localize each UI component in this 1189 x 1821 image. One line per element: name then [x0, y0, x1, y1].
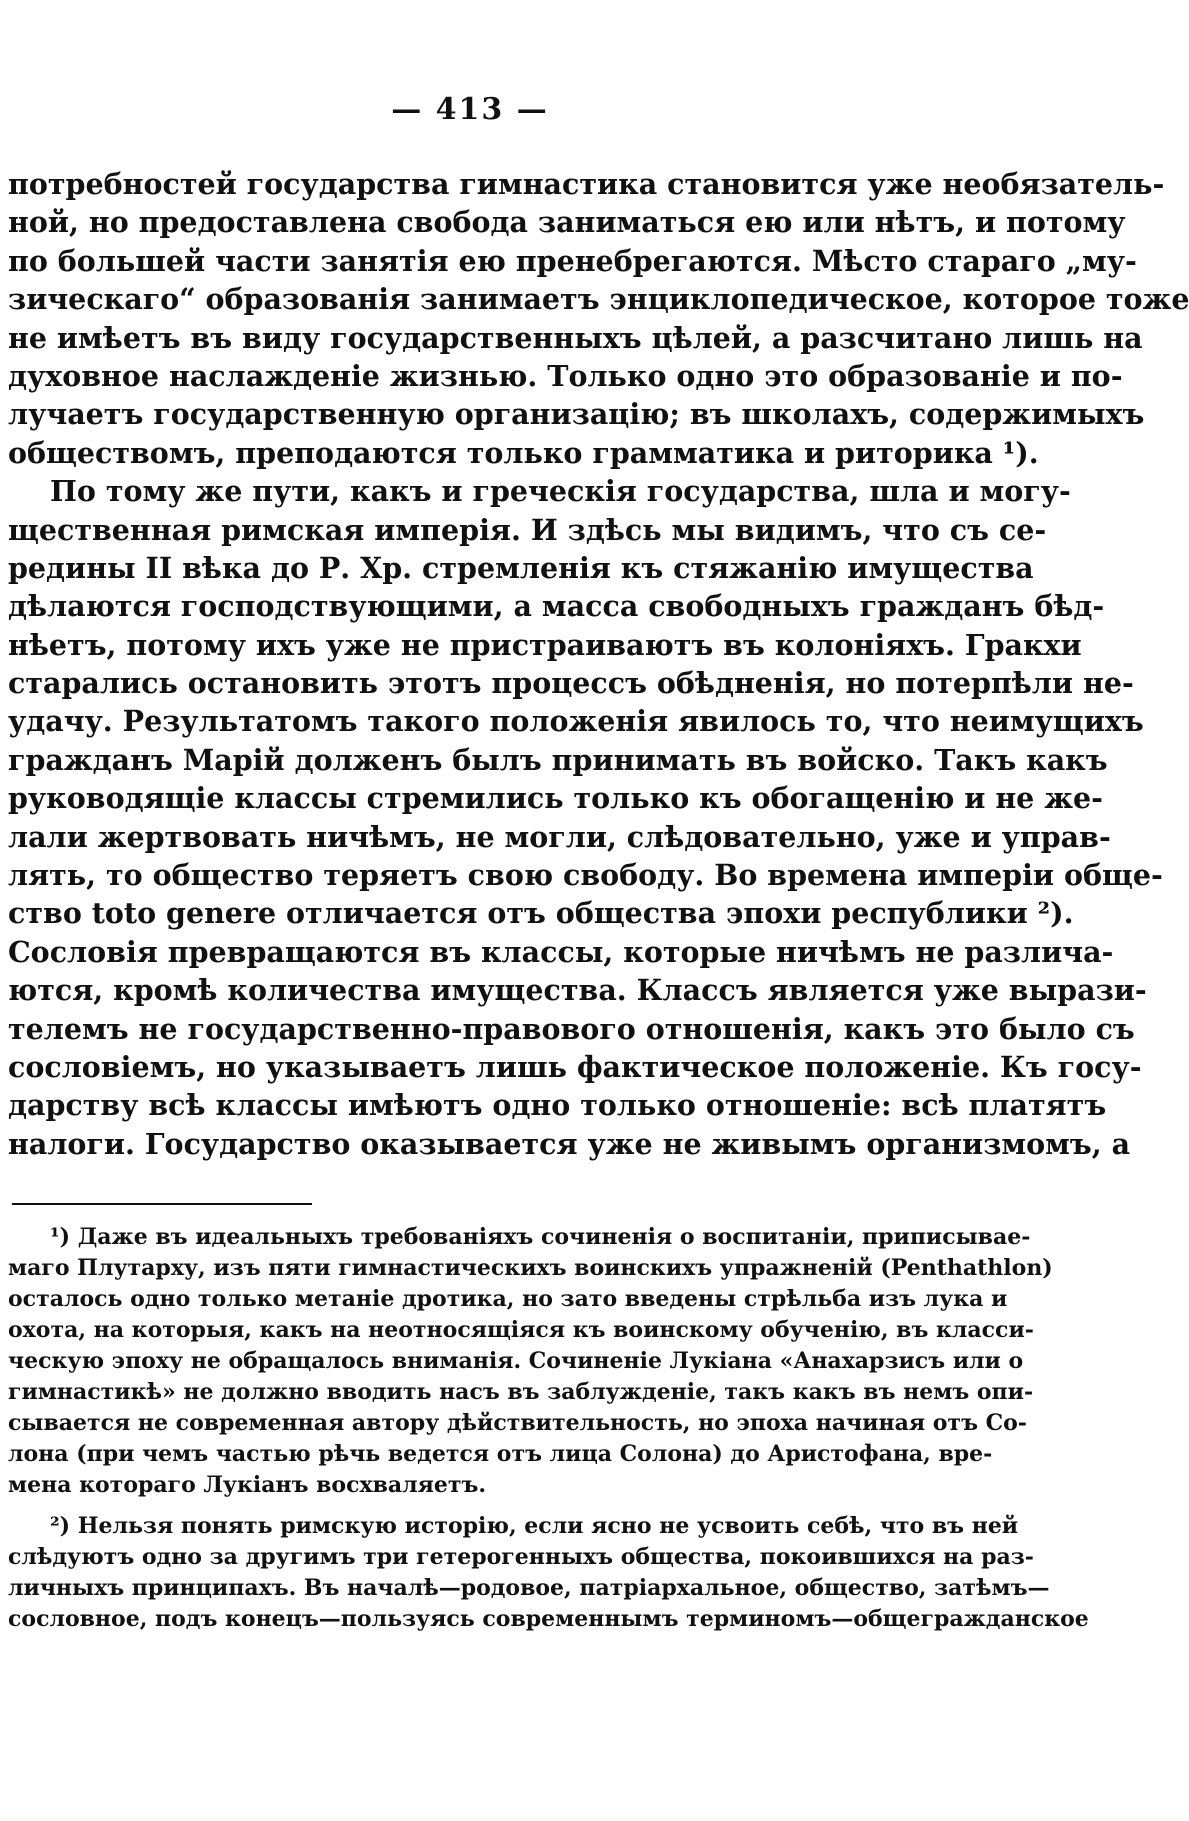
footnote-line: ческую эпоху не обращалось вниманія. Сочиненіе Лукіана «Анахарзисъ или о	[8, 1348, 1024, 1374]
text-line: гражданъ Марій долженъ былъ принимать въ войско. Такъ какъ	[8, 742, 1108, 777]
footnote-line: мена котораго Лукіанъ восхваляетъ.	[8, 1472, 487, 1498]
footnote-line: личныхъ принципахъ. Въ началѣ—родовое, патріархальное, общество, затѣмъ—	[8, 1575, 1050, 1601]
text-line: ются, кромѣ количества имущества. Классъ является уже вырази-	[8, 973, 1147, 1008]
text-line: духовное наслажденіе жизнью. Только одно это образованіе и по-	[8, 358, 1123, 393]
text-line: старались остановить этотъ процессъ обѣдненія, но потерпѣли не-	[8, 666, 1134, 701]
main-text	[8, 165, 1189, 1163]
text-line: дарству всѣ классы имѣютъ одно только отношеніе: всѣ платятъ	[8, 1088, 1107, 1123]
footnote-line: слѣдуютъ одно за другимъ три гетерогенныхъ общества, покоившихся на раз-	[8, 1544, 1034, 1570]
footnote-line: осталось одно только метаніе дротика, но зато введены стрѣльба изъ лука и	[8, 1286, 1008, 1312]
text-line: налоги. Государство оказывается уже не живымъ организмомъ, а	[8, 1126, 1131, 1161]
footnotes	[8, 1222, 1089, 1635]
text-line: по большей части занятія ею пренебрегаются. Мѣсто стараго „му-	[8, 243, 1137, 278]
text-line: редины II вѣка до Р. Хр. стремленія къ стяжанію имущества	[8, 550, 1034, 585]
text-line: ной, но предоставлена свобода заниматься ею или нѣтъ, и потому	[8, 205, 1126, 240]
text-line: телемъ не государственно-правового отношенія, какъ это было съ	[8, 1011, 1135, 1046]
text-line: щественная римская имперія. И здѣсь мы видимъ, что съ се-	[8, 512, 1047, 547]
page-number: — 413 —	[391, 92, 549, 127]
text-line: зическаго“ образованія занимаетъ энциклопедическое, которое тоже	[8, 282, 1189, 317]
footnote-line: гимнастикѣ» не должно вводить насъ въ заблужденіе, такъ какъ въ немъ опи-	[8, 1379, 1034, 1405]
footnote-line: сословное, подъ конецъ—пользуясь современнымъ терминомъ—общегражданское	[8, 1606, 1089, 1632]
text-line: лять, то общество теряетъ свою свободу. Во времена имперіи обще-	[8, 858, 1163, 893]
text-line: лали жертвовать ничѣмъ, не могли, слѣдовательно, уже и управ-	[8, 819, 1111, 854]
text-line: сословіемъ, но указываетъ лишь фактическое положеніе. Къ госу-	[8, 1049, 1142, 1084]
footnote-line: лона (при чемъ частью рѣчь ведется отъ лица Солона) до Аристофана, вре-	[8, 1441, 993, 1467]
text-line: не имѣетъ въ виду государственныхъ цѣлей, а разсчитано лишь на	[8, 320, 1143, 355]
footnote-line: сывается не современная автору дѣйствительность, но эпоха начиная отъ Со-	[8, 1410, 1027, 1436]
footnote-divider	[12, 1203, 312, 1205]
text-line: ство toto genere отличается отъ общества эпохи республики ²).	[8, 896, 1074, 931]
text-line: дѣлаются господствующими, а масса свободныхъ гражданъ бѣд-	[8, 589, 1105, 624]
text-line: Сословія превращаются въ классы, которые ничѣмъ не различа-	[8, 934, 1114, 969]
footnote-line: ¹) Даже въ идеальныхъ требованіяхъ сочиненія о воспитаніи, приписывае-	[50, 1224, 1031, 1250]
text-line: нѣетъ, потому ихъ уже не пристраиваютъ въ колоніяхъ. Гракхи	[8, 627, 1082, 662]
text-line: удачу. Результатомъ такого положенія явилось то, что неимущихъ	[8, 704, 1144, 739]
footnote-gap	[8, 1501, 923, 1511]
footnote-1	[8, 1222, 1053, 1501]
text-line: лучаетъ государственную организацію; въ школахъ, содержимыхъ	[8, 397, 1145, 432]
text-line: потребностей государства гимнастика становится уже необязатель-	[8, 167, 1165, 201]
footnote-2	[8, 1511, 1089, 1635]
footnote-line: маго Плутарху, изъ пяти гимнастическихъ воинскихъ упражненій (Penthathlon)	[8, 1255, 1053, 1281]
text-line: По тому же пути, какъ и греческія государства, шла и могу-	[50, 474, 1071, 509]
text-line: обществомъ, преподаются только грамматика и риторика ¹).	[8, 435, 1039, 470]
footnote-line: охота, на которыя, какъ на неотносящіяся къ воинскому обученію, въ класси-	[8, 1317, 1034, 1343]
text-line: руководящіе классы стремились только къ обогащенію и не же-	[8, 781, 1103, 816]
footnote-line: ²) Нельзя понять римскую исторію, если ясно не усвоить себѣ, что въ ней	[50, 1513, 1019, 1539]
